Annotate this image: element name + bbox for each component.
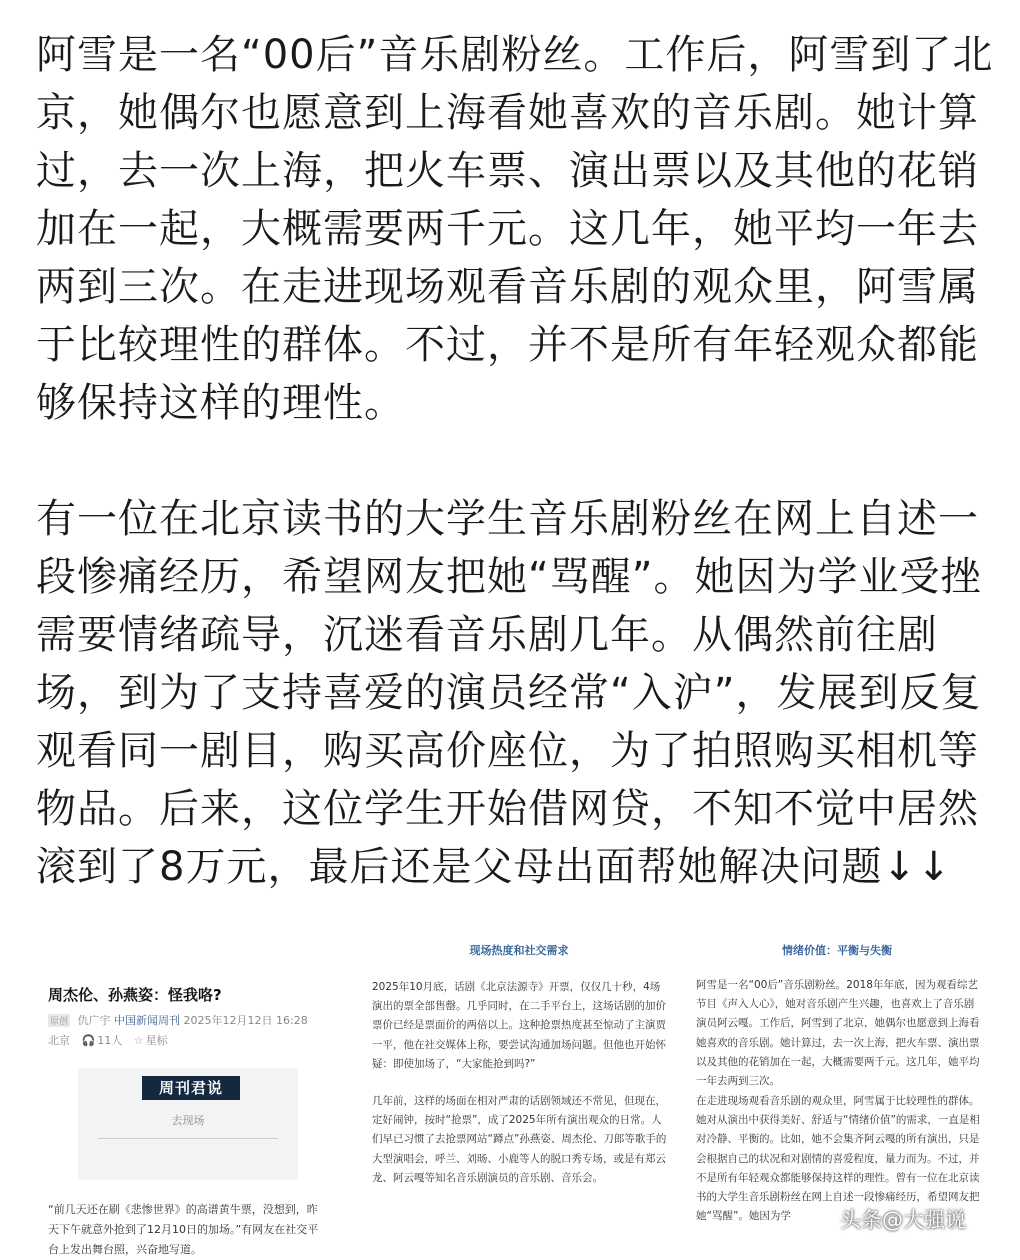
screenshot-article-header [36,928,326,1256]
listen-count: 11人 [97,1034,123,1047]
watermark: 头条@大强说 [840,1208,966,1232]
star-icon[interactable]: ☆ [133,1034,144,1047]
banner-divider [98,1138,278,1139]
section-paragraph: 几年前，这样的场面在相对严肃的话剧领域还不常见，但现在，定好闹钟，按时“抢票”，成了2025年所有演出观众的日常。人们早已习惯了去抢票网站“蹲点”孙燕姿、周杰伦、刀郎等歌手的大型演唱会，呼兰、刘旸、小鹿等人的脱口秀专场，或是有郑云龙、阿云嘎等知名音乐剧演员的音乐剧、音乐会。 [372,1095,667,1184]
column-logo: 周刊君说 [142,1076,240,1100]
column-subtitle: 去现场 [171,1114,205,1127]
section-heading: 情绪价值：平衡与失衡 [782,944,892,957]
headphones-icon[interactable]: 🎧 [81,1034,96,1047]
paragraph-1: 阿雪是一名“00后”音乐剧粉丝。工作后，阿雪到了北京，她偶尔也愿意到上海看她喜欢的音乐剧。她计算过，去一次上海，把火车票、演出票以及其他的花销加在一起，大概需要两千元。这几年，她平均一年去两到三次。在走进现场观看音乐剧的观众里，阿雪属于比较理性的群体。不过，并不是所有年轻观众都能够保持这样的理性。 [36,32,994,426]
section-paragraph: 在走进现场观看音乐剧的观众里，阿雪属于比较理性的群体。她对从演出中获得美好、舒适与“情绪价值”的需求，一直是相对冷静、平衡的。比如，她不会集齐阿云嘎的所有演出，只是会根据自己的状况和对剧情的喜爱程度，量力而为。不过，并不是所有年轻观众都能够保持这样的理性。曾有一位在北京读书的大学生音乐剧粉丝在网上自述一段惨痛经历，希望网友把她“骂醒”。她因为学 [696,1095,980,1223]
article-location: 北京 [48,1034,70,1047]
article-meta [48,1012,308,1028]
article-meta-secondary [48,1032,168,1048]
article-source-link[interactable]: 中国新闻周刊 [114,1014,181,1027]
screenshot-section-social [364,928,674,1248]
section-paragraph: 阿雪是一名“00后”音乐剧粉丝。2018年年底，因为观看综艺节目《声入人心》，她对音乐剧产生兴趣，也喜欢上了音乐剧演员阿云嘎。工作后，阿雪到了北京，她偶尔也愿意到上海看她喜欢的音乐剧。她计算过，去一次上海，把火车票、演出票以及其他的花销加在一起，大概需要两千元。这几年，她平均一年去两到三次。 [696,979,980,1088]
article-author: 仇广宇 [77,1014,111,1027]
main-article [36,26,996,896]
column-banner [78,1068,298,1180]
article-lead-paragraph: “前几天还在刷《悲惨世界》的高谱黄牛票，没想到，昨天下午就意外抢到了12月10日的加场。”有网友在社交平台上发出舞台照，兴奋地写道。 [48,1203,319,1256]
section-heading: 现场热度和社交需求 [469,944,569,957]
paragraph-2: 有一位在北京读书的大学生音乐剧粉丝在网上自述一段惨痛经历，希望网友把她“骂醒”。她因为学业受挫需要情绪疏导，沉迷看音乐剧几年。从偶然前往剧场，到为了支持喜爱的演员经常“入沪”，发展到反复观看同一剧目，购买高价座位，为了拍照购买相机等物品。后来，这位学生开始借网贷，不知不觉中居然滚到了8万元，最后还是父母出面帮她解决问题↓↓ [36,496,982,890]
embedded-screenshots [36,928,986,1256]
screenshot-section-emotion [688,928,986,1248]
star-label[interactable]: 星标 [145,1034,168,1047]
article-title: 周杰伦、孙燕姿：怪我咯? [48,986,222,1004]
original-tag: 原创 [48,1014,70,1027]
article-datetime: 2025年12月12日 16:28 [183,1014,308,1027]
section-paragraph: 2025年10月底，话剧《北京法源寺》开票，仅仅几十秒，4场演出的票全部售罄。几乎同时，在二手平台上，这场话剧的加价票价已经是票面价的两倍以上。这种抢票热度甚至惊动了主演贾一平，他在社交媒体上称，要尝试沟通加场问题。但他也开始怀疑：即使加场了，“大家能抢到吗?” [372,981,666,1070]
